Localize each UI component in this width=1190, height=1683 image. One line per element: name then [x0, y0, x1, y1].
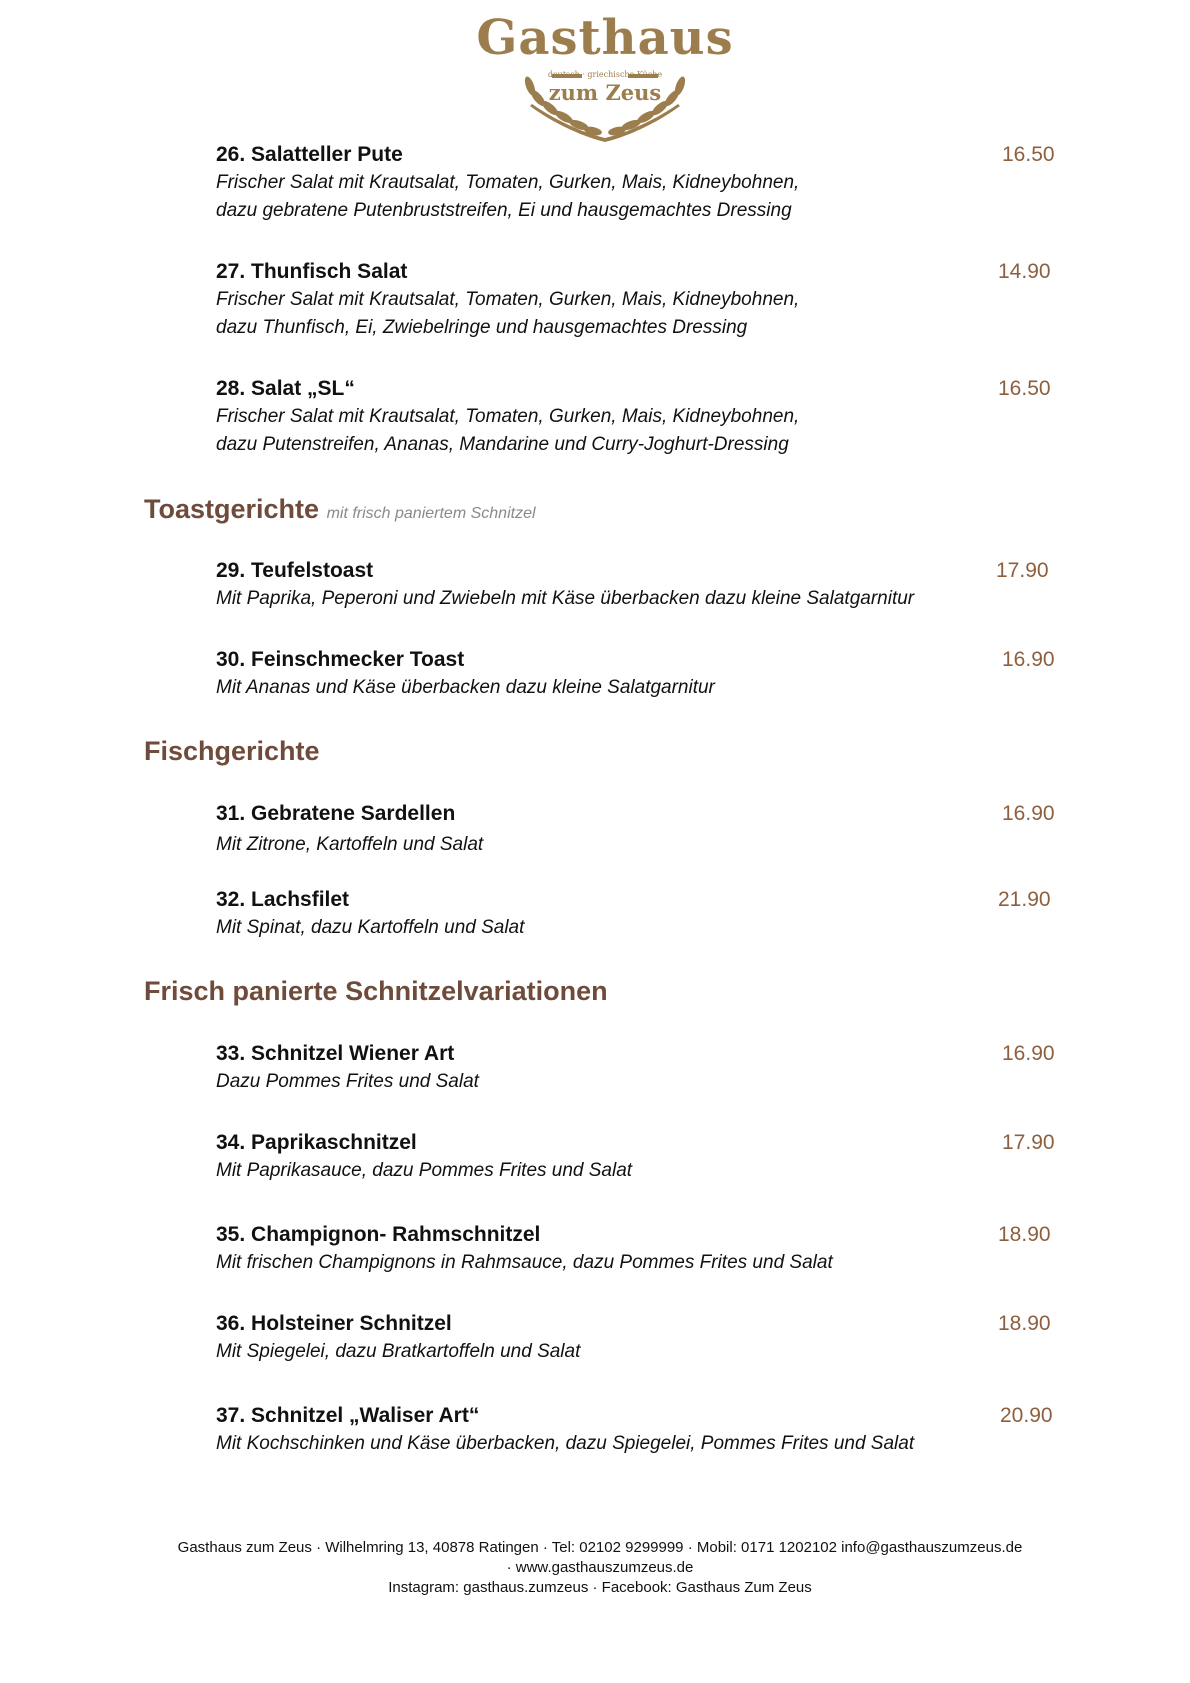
menu-item — [216, 1402, 1056, 1458]
logo-title: Gasthaus — [476, 10, 734, 66]
menu-item-desc: Mit Spiegelei, dazu Bratkartoffeln und Salat — [216, 1341, 581, 1362]
menu-item-name: 31. Gebratene Sardellen — [216, 802, 456, 825]
menu-item-price: 18.90 — [998, 1312, 1051, 1335]
menu-item — [216, 1129, 1056, 1185]
menu-item-price: 21.90 — [998, 888, 1051, 911]
menu-item-name: 32. Lachsfilet — [216, 888, 350, 911]
menu-item-desc: Mit Kochschinken und Käse überbacken, dazu Spiegelei, Pommes Frites und Salat — [216, 1433, 915, 1454]
menu-item-desc: dazu gebratene Putenbruststreifen, Ei und hausgemachtes Dressing — [216, 200, 792, 221]
menu-item-name: 26. Salatteller Pute — [216, 143, 403, 166]
menu-item — [216, 1221, 1056, 1277]
menu-item-desc: Frischer Salat mit Krautsalat, Tomaten, Gurken, Mais, Kidneybohnen, — [216, 289, 800, 310]
footer-contact — [140, 1538, 1060, 1598]
menu-item-desc: Dazu Pommes Frites und Salat — [216, 1071, 479, 1092]
menu-item-price: 16.90 — [1002, 648, 1055, 671]
menu-item-name: 34. Paprikaschnitzel — [216, 1131, 417, 1154]
menu-item — [216, 258, 1056, 342]
menu-item-name: 35. Champignon- Rahmschnitzel — [216, 1223, 541, 1246]
menu-item — [216, 1040, 1056, 1096]
menu-item-name: 36. Holsteiner Schnitzel — [216, 1312, 452, 1335]
menu-item-desc: dazu Thunfisch, Ei, Zwiebelringe und hausgemachtes Dressing — [216, 317, 748, 338]
menu-item-name: 30. Feinschmecker Toast — [216, 648, 465, 671]
section-heading-toast — [144, 492, 536, 531]
menu-item-price: 16.90 — [1002, 1042, 1055, 1065]
menu-item — [216, 800, 1056, 859]
menu-item-desc: Mit Zitrone, Kartoffeln und Salat — [216, 834, 484, 855]
menu-item-desc: Frischer Salat mit Krautsalat, Tomaten, Gurken, Mais, Kidneybohnen, — [216, 172, 800, 193]
section-title: Fischgerichte — [144, 736, 320, 766]
menu-item-desc: Frischer Salat mit Krautsalat, Tomaten, Gurken, Mais, Kidneybohnen, — [216, 406, 800, 427]
section-heading-fisch — [144, 734, 320, 768]
menu-item-price: 16.50 — [1002, 143, 1055, 166]
restaurant-logo — [470, 10, 740, 142]
menu-item-name: 37. Schnitzel „Waliser Art“ — [216, 1404, 480, 1427]
menu-item — [216, 1310, 1056, 1366]
menu-item-price: 14.90 — [998, 260, 1051, 283]
menu-item-price: 17.90 — [1002, 1131, 1055, 1154]
menu-item — [216, 375, 1056, 459]
logo-name: zum Zeus — [548, 80, 662, 105]
footer-line: · www.gasthauszumzeus.de — [506, 1559, 694, 1576]
menu-item — [216, 141, 1056, 225]
menu-item-price: 16.50 — [998, 377, 1051, 400]
menu-item-desc: Mit Ananas und Käse überbacken dazu kleine Salatgarnitur — [216, 677, 715, 698]
menu-item-price: 16.90 — [1002, 802, 1055, 825]
menu-item-price: 17.90 — [996, 559, 1049, 582]
menu-item-name: 33. Schnitzel Wiener Art — [216, 1042, 455, 1065]
menu-item — [216, 646, 1056, 702]
menu-item-desc: Mit frischen Champignons in Rahmsauce, dazu Pommes Frites und Salat — [216, 1252, 833, 1273]
menu-item-desc: Mit Paprikasauce, dazu Pommes Frites und Salat — [216, 1160, 633, 1181]
section-title: Frisch panierte Schnitzelvariationen — [144, 976, 608, 1006]
menu-item-price: 20.90 — [1000, 1404, 1053, 1427]
section-note: mit frisch paniertem Schnitzel — [326, 505, 536, 522]
menu-item — [216, 557, 1056, 613]
menu-item-price: 18.90 — [998, 1223, 1051, 1246]
menu-item-name: 28. Salat „SL“ — [216, 377, 355, 400]
section-heading-schnitzel — [144, 974, 608, 1008]
menu-item-desc: dazu Putenstreifen, Ananas, Mandarine und Curry-Joghurt-Dressing — [216, 434, 789, 455]
section-title: Toastgerichte — [144, 494, 320, 524]
menu-item-desc: Mit Paprika, Peperoni und Zwiebeln mit Käse überbacken dazu kleine Salatgarnitur — [216, 588, 915, 609]
menu-item-desc: Mit Spinat, dazu Kartoffeln und Salat — [216, 917, 525, 938]
menu-item-name: 27. Thunfisch Salat — [216, 260, 408, 283]
logo-subtitle: deutsch · griechische Küche — [547, 70, 663, 79]
menu-item-name: 29. Teufelstoast — [216, 559, 374, 582]
footer-line: Gasthaus zum Zeus · Wilhelmring 13, 40878 Ratingen · Tel: 02102 9299999 · Mobil: 0171 1202102 info@gasthauszumzeus.de — [177, 1539, 1023, 1556]
menu-item — [216, 886, 1056, 942]
footer-line: Instagram: gasthaus.zumzeus · Facebook: Gasthaus Zum Zeus — [388, 1579, 812, 1596]
